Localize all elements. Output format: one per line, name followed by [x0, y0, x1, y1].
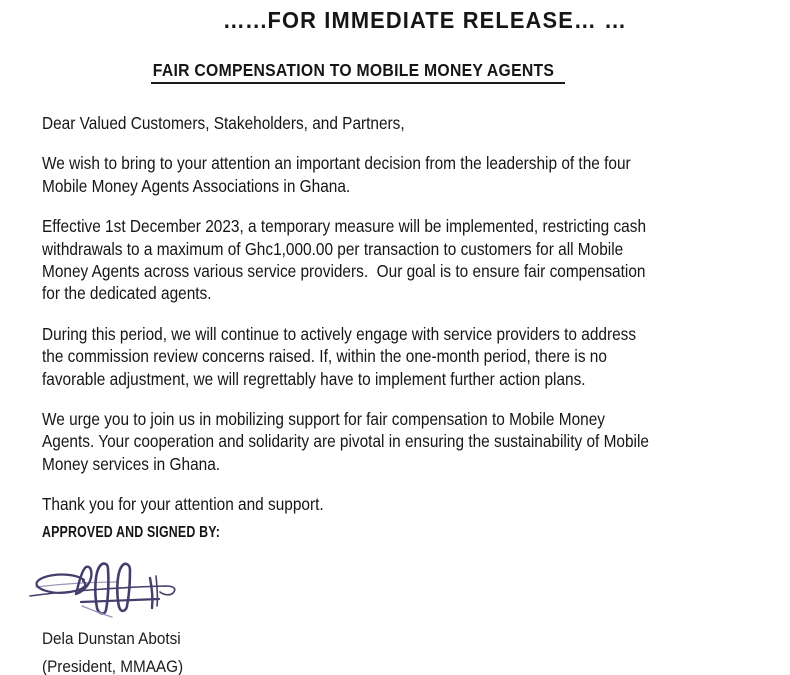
paragraph-line: the commission review concerns raised. If, within the one-month period, there is no: [42, 346, 607, 367]
release-header: …...FOR IMMEDIATE RELEASE… …: [222, 7, 628, 33]
paragraph-line: We wish to bring to your attention an important decision from the leadership of the four: [42, 153, 631, 174]
signature-stroke: [81, 599, 159, 602]
signer-name: Dela Dunstan Abotsi: [42, 628, 181, 648]
approved-signed-label: APPROVED AND SIGNED BY:: [42, 523, 220, 541]
paragraph-measure: [42, 215, 700, 305]
paragraph-line: During this period, we will continue to actively engage with service providers to address: [42, 323, 637, 344]
paragraph-line: We urge you to join us in mobilizing support for fair compensation to Mobile Money: [42, 409, 605, 430]
signer-title: (President, MMAAG): [42, 656, 184, 675]
paragraph-line: Effective 1st December 2023, a temporary measure will be implemented, restricting cash: [42, 216, 647, 237]
title-row: [0, 60, 753, 84]
signature-stroke: [150, 578, 152, 608]
signature-image: [26, 556, 186, 624]
paragraph-line: Mobile Money Agents Associations in Ghana.: [42, 175, 351, 196]
paragraph-line: Agents. Your cooperation and solidarity are pivotal in ensuring the sustainability of Mobile: [42, 431, 649, 452]
paragraph-line: for the dedicated agents.: [42, 283, 212, 304]
paragraph-line: withdrawals to a maximum of Ghc1,000.00 per transaction to customers for all Mobile: [42, 238, 624, 259]
signature-stroke: [156, 576, 157, 606]
document-title: FAIR COMPENSATION TO MOBILE MONEY AGENTS: [151, 60, 565, 84]
paragraph-line: Dear Valued Customers, Stakeholders, and Partners,: [42, 113, 405, 133]
closing-paragraph: [42, 493, 700, 515]
paragraph-line: Money Agents across various service providers. Our goal is to ensure fair compensation: [42, 261, 646, 282]
salutation-paragraph: [42, 112, 700, 134]
paragraph-intro: [42, 152, 700, 197]
letter-body: [42, 112, 790, 516]
paragraph-engagement: [42, 323, 700, 390]
paragraph-line: Thank you for your attention and support.: [42, 494, 324, 515]
paragraph-line: favorable adjustment, we will regrettably have to implement further action plans.: [42, 368, 586, 389]
paragraph-appeal: [42, 408, 700, 475]
paragraph-line: Money services in Ghana.: [42, 453, 221, 474]
